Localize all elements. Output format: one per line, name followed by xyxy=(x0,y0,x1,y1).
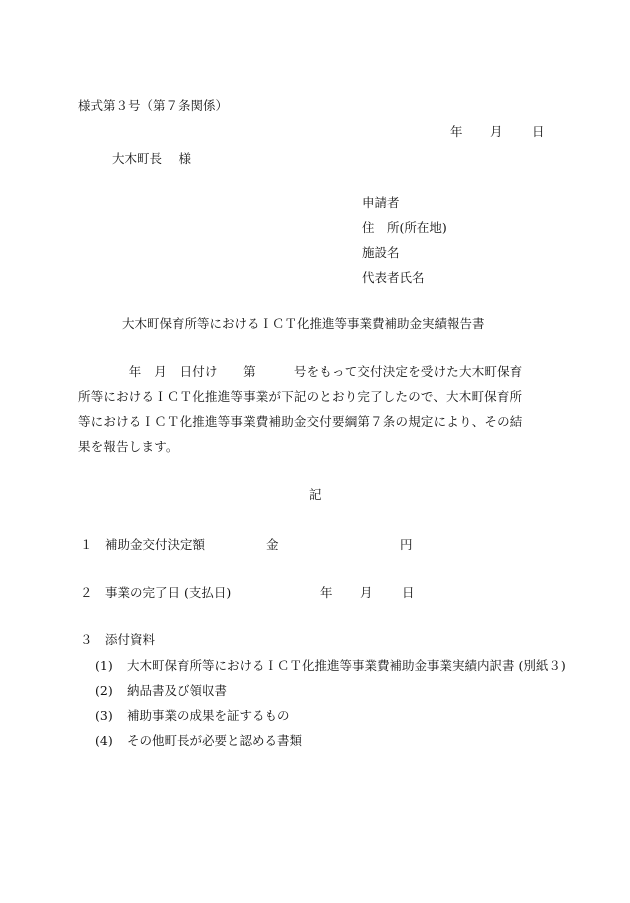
attachment-3-text: 補助事業の成果を証するもの xyxy=(127,708,290,723)
attachment-1-number: (1) xyxy=(95,658,113,673)
attachment-4-number: (4) xyxy=(95,733,113,748)
date-month: 月 xyxy=(490,124,503,139)
item-2-month: 月 xyxy=(360,585,373,600)
body-line-2: 所等におけるＩＣＴ化推進等事業が下記のとおり完了したので、大木町保育所 xyxy=(78,389,523,404)
item-2-year: 年 xyxy=(320,585,333,600)
attachment-2-number: (2) xyxy=(95,683,113,698)
applicant-representative: 代表者氏名 xyxy=(362,270,425,285)
form-number: 様式第３号（第７条関係） xyxy=(78,98,229,113)
addressee: 大木町長 様 xyxy=(112,151,191,166)
item-1-number: １ xyxy=(80,537,93,552)
attachment-4-text: その他町長が必要と認める書類 xyxy=(127,733,303,748)
document-title: 大木町保育所等におけるＩＣＴ化推進等事業費補助金実績報告書 xyxy=(122,316,485,331)
item-2-label: 事業の完了日 (支払日) xyxy=(105,585,232,600)
item-2-number: ２ xyxy=(80,585,93,600)
item-3-label: 添付資料 xyxy=(105,632,156,647)
item-1-kin: 金 xyxy=(266,537,279,552)
attachment-3-number: (3) xyxy=(95,708,113,723)
applicant-facility: 施設名 xyxy=(362,245,400,260)
applicant-header: 申請者 xyxy=(362,195,400,210)
body-line-1: 年 月 日付け 第 号をもって交付決定を受けた大木町保育 xyxy=(78,364,523,379)
attachment-1-text: 大木町保育所等におけるＩＣＴ化推進等事業費補助金事業実績内訳書 (別紙３) xyxy=(127,658,566,673)
item-2-day: 日 xyxy=(402,585,415,600)
body-line-3: 等におけるＩＣＴ化推進等事業費補助金交付要綱第７条の規定により、その結 xyxy=(78,414,523,429)
item-1-yen: 円 xyxy=(400,537,413,552)
item-3-number: ３ xyxy=(80,632,93,647)
applicant-address: 住 所(所在地) xyxy=(362,220,447,235)
ki-heading: 記 xyxy=(309,487,322,502)
date-year: 年 xyxy=(450,124,463,139)
attachment-2-text: 納品書及び領収書 xyxy=(127,683,228,698)
item-1-label: 補助金交付決定額 xyxy=(105,537,206,552)
body-line-4: 果を報告します。 xyxy=(78,439,179,454)
date-day: 日 xyxy=(532,124,545,139)
